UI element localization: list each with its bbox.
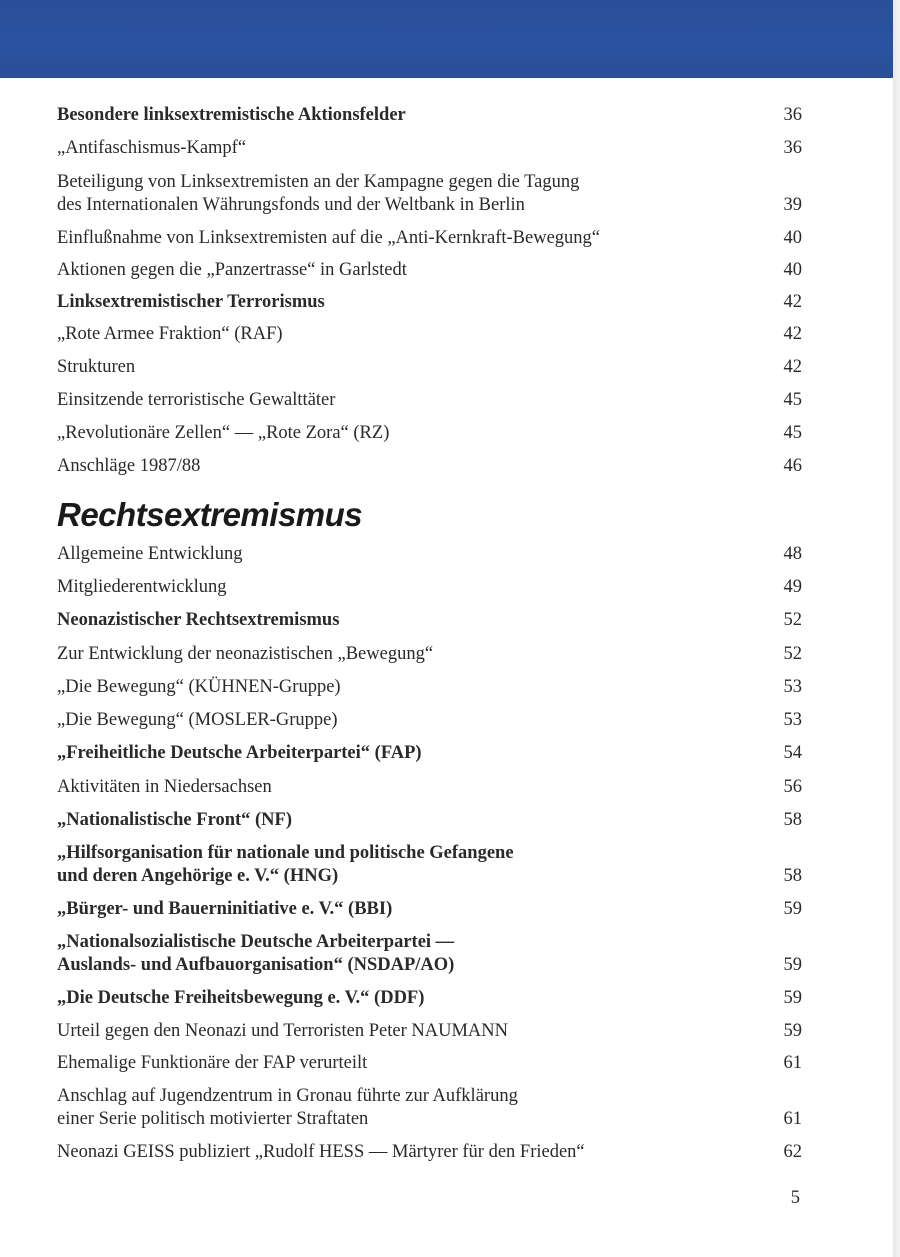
toc-entry-page: 45 xyxy=(783,423,802,443)
toc-entry-title: Anschlag auf Jugendzentrum in Gronau führte zur Aufklärung einer Serie politisch motivierter Straftaten xyxy=(57,1086,518,1129)
toc-entry-page: 59 xyxy=(783,955,802,975)
toc-entry-page: 46 xyxy=(783,456,802,476)
toc-entry-title: Mitgliederentwicklung xyxy=(57,577,227,597)
toc-entry-title: „Rote Armee Fraktion“ (RAF) xyxy=(57,324,283,344)
toc-entry-page: 58 xyxy=(783,810,802,830)
page-edge xyxy=(893,0,900,1257)
toc-entry-title: Zur Entwicklung der neonazistischen „Bewegung“ xyxy=(57,644,434,664)
toc-entry xyxy=(57,356,802,379)
toc-entry xyxy=(57,291,802,314)
toc-entry xyxy=(57,137,802,160)
toc-entry-title: Beteiligung von Linksextremisten an der Kampagne gegen die Tagung des Internationalen Währungsfonds und der Weltbank in Berlin xyxy=(57,172,580,215)
toc-entry-page: 36 xyxy=(783,138,802,158)
toc-entry-page: 59 xyxy=(783,1021,802,1041)
toc-entry xyxy=(57,543,802,566)
toc-entry xyxy=(57,676,802,699)
toc-entry-title: „Nationalsozialistische Deutsche Arbeiterpartei — Auslands- und Aufbauorganisation“ (NSDAP/AO) xyxy=(57,932,455,975)
toc-entry-page: 62 xyxy=(783,1142,802,1162)
toc-entry xyxy=(57,104,802,127)
toc-entry-title: Strukturen xyxy=(57,357,136,377)
toc-entry xyxy=(57,576,802,599)
toc-entry-title: „Die Deutsche Freiheitsbewegung e. V.“ (DDF) xyxy=(57,988,425,1008)
toc-entry-title: „Nationalistische Front“ (NF) xyxy=(57,810,292,830)
toc-entry-page: 52 xyxy=(783,644,802,664)
toc-entry-title: Neonazi GEISS publiziert „Rudolf HESS — Märtyrer für den Frieden“ xyxy=(57,1142,585,1162)
toc-entry xyxy=(57,389,802,412)
toc-entry xyxy=(57,742,802,765)
toc-entry-title: „Revolutionäre Zellen“ — „Rote Zora“ (RZ) xyxy=(57,423,390,443)
toc-entry-title: „Antifaschismus-Kampf“ xyxy=(57,138,247,158)
toc-entry-page: 53 xyxy=(783,710,802,730)
toc-entry-page: 61 xyxy=(783,1053,802,1073)
toc-entry-title: Aktionen gegen die „Panzertrasse“ in Garlstedt xyxy=(57,260,407,280)
toc-entry-page: 42 xyxy=(783,292,802,312)
toc-entry xyxy=(57,259,802,282)
toc-entry-page: 42 xyxy=(783,357,802,377)
toc-entry xyxy=(57,323,802,346)
section-heading: Rechtsextremismus xyxy=(57,496,363,533)
toc-entry-title: Einflußnahme von Linksextremisten auf die „Anti-Kernkraft-Bewegung“ xyxy=(57,228,601,248)
toc-entry-page: 36 xyxy=(783,105,802,125)
toc-entry xyxy=(57,609,802,632)
toc-entry-page: 61 xyxy=(783,1109,802,1129)
toc-entry-page: 59 xyxy=(783,988,802,1008)
toc-entry-title: Anschläge 1987/88 xyxy=(57,456,201,476)
toc-entry-page: 45 xyxy=(783,390,802,410)
toc-entry xyxy=(57,1020,802,1043)
toc-entry xyxy=(57,931,802,977)
toc-entry-title: „Freiheitliche Deutsche Arbeiterpartei“ (FAP) xyxy=(57,743,422,763)
header-band xyxy=(0,0,893,78)
toc-entry-title: Allgemeine Entwicklung xyxy=(57,544,243,564)
toc-entry xyxy=(57,842,802,888)
toc-entry-page: 59 xyxy=(783,899,802,919)
page-number: 5 xyxy=(790,1188,800,1208)
toc-entry xyxy=(57,455,802,478)
toc-entry-page: 39 xyxy=(783,195,802,215)
toc-entry xyxy=(57,987,802,1010)
toc-entry xyxy=(57,1085,802,1131)
toc-entry-title: Einsitzende terroristische Gewalttäter xyxy=(57,390,336,410)
toc-entry-page: 42 xyxy=(783,324,802,344)
toc-entry-title: Besondere linksextremistische Aktionsfelder xyxy=(57,105,406,125)
toc-entry-title: Urteil gegen den Neonazi und Terroristen Peter NAUMANN xyxy=(57,1021,508,1041)
toc-entry-page: 40 xyxy=(783,228,802,248)
toc-entry-title: Neonazistischer Rechtsextremismus xyxy=(57,610,340,630)
toc-entry-title: „Hilfsorganisation für nationale und politische Gefangene und deren Angehörige e. V.“ (HNG) xyxy=(57,843,514,886)
toc-entry-page: 54 xyxy=(783,743,802,763)
toc-entry-title: Ehemalige Funktionäre der FAP verurteilt xyxy=(57,1053,368,1073)
toc-entry xyxy=(57,1052,802,1075)
toc-entry-title: Aktivitäten in Niedersachsen xyxy=(57,777,272,797)
toc-entry-page: 49 xyxy=(783,577,802,597)
toc-entry xyxy=(57,227,802,250)
toc-entry-title: „Bürger- und Bauerninitiative e. V.“ (BBI) xyxy=(57,899,393,919)
toc-entry-title: Linksextremistischer Terrorismus xyxy=(57,292,325,312)
toc-entry-page: 40 xyxy=(783,260,802,280)
toc-entry xyxy=(57,643,802,666)
toc-entry xyxy=(57,422,802,445)
toc-entry xyxy=(57,809,802,832)
toc-entry xyxy=(57,171,802,217)
toc-entry xyxy=(57,1141,802,1164)
toc-entry xyxy=(57,709,802,732)
toc-entry-page: 48 xyxy=(783,544,802,564)
toc-entry-title: „Die Bewegung“ (KÜHNEN-Gruppe) xyxy=(57,677,341,697)
toc-entry xyxy=(57,776,802,799)
toc-entry-page: 52 xyxy=(783,610,802,630)
toc-entry-page: 58 xyxy=(783,866,802,886)
toc-entry-title: „Die Bewegung“ (MOSLER-Gruppe) xyxy=(57,710,338,730)
toc-entry-page: 56 xyxy=(783,777,802,797)
toc-entry xyxy=(57,898,802,921)
toc-entry-page: 53 xyxy=(783,677,802,697)
